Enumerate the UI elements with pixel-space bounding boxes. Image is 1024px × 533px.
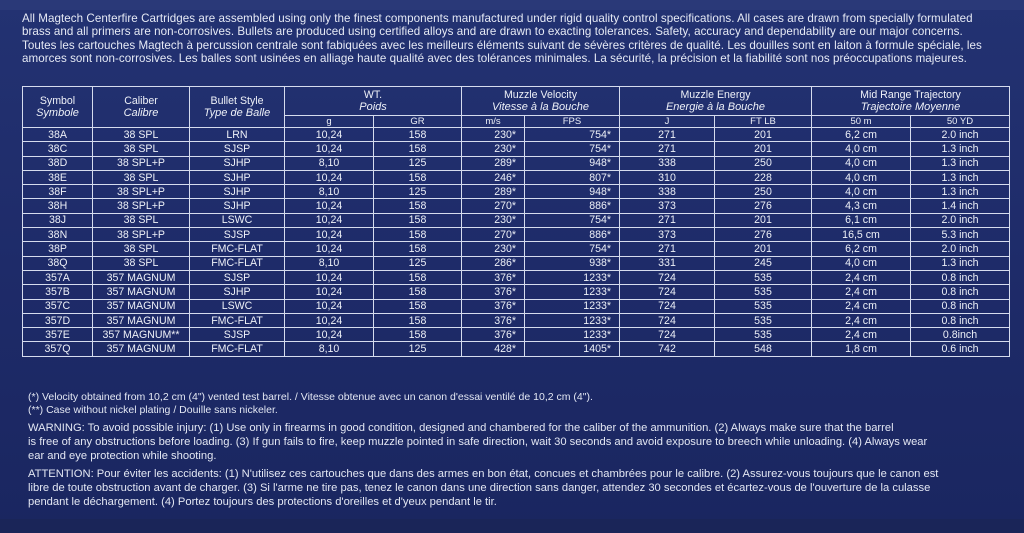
cell-caliber: 357 MAGNUM — [93, 342, 190, 356]
cell-energy-ftlb: 535 — [715, 285, 812, 299]
cell-velocity-fps: 754* — [525, 242, 620, 256]
cell-trajectory-50m: 6,2 cm — [812, 242, 911, 256]
cell-caliber: 38 SPL+P — [93, 185, 190, 199]
cell-trajectory-50yd: 1.3 inch — [911, 256, 1010, 270]
cell-weight-g: 10,24 — [285, 285, 374, 299]
header-symbol-fr: Symbole — [36, 107, 79, 119]
cell-bullet-style: SJSP — [190, 328, 285, 342]
cell-velocity-ms: 230* — [462, 128, 525, 142]
cell-velocity-ms: 376* — [462, 270, 525, 284]
cell-trajectory-50yd: 0.8 inch — [911, 270, 1010, 284]
header-bullet-en: Bullet Style — [210, 95, 264, 107]
cell-trajectory-50yd: 2.0 inch — [911, 128, 1010, 142]
cell-weight-gr: 158 — [374, 285, 462, 299]
cell-velocity-fps: 886* — [525, 199, 620, 213]
cell-weight-gr: 158 — [374, 199, 462, 213]
table-row — [23, 256, 1010, 270]
cell-weight-g: 8,10 — [285, 342, 374, 356]
cell-trajectory-50yd: 2.0 inch — [911, 213, 1010, 227]
cell-bullet-style: SJHP — [190, 199, 285, 213]
cell-energy-ftlb: 535 — [715, 328, 812, 342]
cell-energy-ftlb: 201 — [715, 128, 812, 142]
cell-velocity-ms: 286* — [462, 256, 525, 270]
table-row — [23, 199, 1010, 213]
header-energy-fr: Energie à la Bouche — [665, 101, 766, 113]
cell-weight-gr: 158 — [374, 328, 462, 342]
cell-velocity-ms: 376* — [462, 299, 525, 313]
cell-symbol: 38Q — [23, 256, 93, 270]
warning-en-line-2: is free of any obstructions before loading. (3) If gun fails to fire, keep muzzle pointed in safe direction, wait 30 seconds and avoid exposure to breech while unloading. (4) Always wear — [28, 435, 928, 448]
cell-trajectory-50m: 16,5 cm — [812, 228, 911, 242]
cell-trajectory-50yd: 1.3 inch — [911, 185, 1010, 199]
cell-velocity-fps: 886* — [525, 228, 620, 242]
cell-bullet-style: LRN — [190, 128, 285, 142]
cell-trajectory-50m: 4,0 cm — [812, 156, 911, 170]
ballistics-table — [22, 86, 1010, 357]
cell-caliber: 38 SPL — [93, 142, 190, 156]
cell-energy-ftlb: 201 — [715, 213, 812, 227]
cell-weight-gr: 158 — [374, 242, 462, 256]
cell-velocity-fps: 754* — [525, 128, 620, 142]
cell-velocity-ms: 270* — [462, 228, 525, 242]
cell-bullet-style: SJHP — [190, 185, 285, 199]
cell-weight-g: 10,24 — [285, 270, 374, 284]
cell-caliber: 357 MAGNUM — [93, 299, 190, 313]
table-row — [23, 299, 1010, 313]
cell-velocity-fps: 1233* — [525, 270, 620, 284]
subheader-g: g — [285, 116, 374, 128]
cell-velocity-ms: 376* — [462, 328, 525, 342]
header-bullet-style — [190, 87, 285, 128]
header-velocity — [462, 87, 620, 116]
cell-velocity-ms: 270* — [462, 199, 525, 213]
cell-velocity-ms: 376* — [462, 313, 525, 327]
cell-trajectory-50yd: 1.4 inch — [911, 199, 1010, 213]
cell-energy-ftlb: 250 — [715, 156, 812, 170]
cell-symbol: 38E — [23, 170, 93, 184]
subheader-ftlb: FT LB — [715, 116, 812, 128]
table-row — [23, 170, 1010, 184]
subheader-gr: GR — [374, 116, 462, 128]
cell-velocity-fps: 948* — [525, 156, 620, 170]
cell-trajectory-50m: 4,3 cm — [812, 199, 911, 213]
cell-trajectory-50m: 1,8 cm — [812, 342, 911, 356]
cell-bullet-style: SJSP — [190, 228, 285, 242]
cell-symbol: 357E — [23, 328, 93, 342]
cell-weight-gr: 158 — [374, 213, 462, 227]
cell-trajectory-50yd: 1.3 inch — [911, 156, 1010, 170]
header-energy-en: Muzzle Energy — [680, 89, 751, 101]
cell-trajectory-50m: 2,4 cm — [812, 285, 911, 299]
header-caliber-en: Caliber — [124, 95, 158, 107]
cell-energy-ftlb: 201 — [715, 142, 812, 156]
cell-trajectory-50m: 4,0 cm — [812, 256, 911, 270]
cell-bullet-style: SJHP — [190, 170, 285, 184]
cell-weight-g: 10,24 — [285, 128, 374, 142]
cell-velocity-fps: 1233* — [525, 313, 620, 327]
cell-energy-j: 742 — [620, 342, 715, 356]
table-row — [23, 185, 1010, 199]
table-row — [23, 270, 1010, 284]
cell-velocity-fps: 1405* — [525, 342, 620, 356]
cell-symbol: 38N — [23, 228, 93, 242]
header-weight — [285, 87, 462, 116]
cell-energy-ftlb: 276 — [715, 228, 812, 242]
cell-symbol: 38D — [23, 156, 93, 170]
cell-weight-g: 10,24 — [285, 199, 374, 213]
cell-bullet-style: FMC-FLAT — [190, 342, 285, 356]
cell-trajectory-50m: 4,0 cm — [812, 170, 911, 184]
cell-velocity-ms: 428* — [462, 342, 525, 356]
cell-velocity-fps: 938* — [525, 256, 620, 270]
cell-weight-gr: 125 — [374, 156, 462, 170]
cell-velocity-fps: 1233* — [525, 299, 620, 313]
cell-trajectory-50m: 6,2 cm — [812, 128, 911, 142]
intro-fr-line-2: amorces sont non-corrosives. Les balles sont usinées en alliage haute qualité avec des tolérances minimales. La sécurité, la précision et la fiabilité sont nos préoccupations majeures. — [22, 52, 967, 66]
table-row — [23, 156, 1010, 170]
cell-energy-j: 331 — [620, 256, 715, 270]
cell-energy-j: 310 — [620, 170, 715, 184]
warning-fr-line-3: pendant le déchargement. (4) Portez toujours des protections d'oreilles et d'yeux pendant le tir. — [28, 495, 497, 508]
cell-bullet-style: FMC-FLAT — [190, 256, 285, 270]
cell-velocity-fps: 1233* — [525, 285, 620, 299]
table-row — [23, 342, 1010, 356]
cell-velocity-fps: 807* — [525, 170, 620, 184]
cell-bullet-style: SJSP — [190, 270, 285, 284]
subheader-ms: m/s — [462, 116, 525, 128]
cell-weight-gr: 158 — [374, 299, 462, 313]
box-top-edge — [0, 0, 1024, 10]
cell-caliber: 357 MAGNUM — [93, 285, 190, 299]
cell-trajectory-50m: 2,4 cm — [812, 299, 911, 313]
cell-energy-ftlb: 535 — [715, 299, 812, 313]
cell-energy-j: 271 — [620, 242, 715, 256]
header-energy — [620, 87, 812, 116]
intro-fr-line-1: Toutes les cartouches Magtech à percussion centrale sont fabiquées avec les meilleurs éléments suivant de sévères critères de qualité. Les douilles sont en laiton à formule spéciale, les — [22, 38, 982, 52]
cell-bullet-style: LSWC — [190, 213, 285, 227]
cell-energy-ftlb: 535 — [715, 270, 812, 284]
cell-trajectory-50m: 2,4 cm — [812, 270, 911, 284]
cell-weight-gr: 125 — [374, 342, 462, 356]
cell-energy-j: 724 — [620, 299, 715, 313]
cell-velocity-ms: 289* — [462, 185, 525, 199]
cell-velocity-ms: 230* — [462, 242, 525, 256]
table-body — [23, 128, 1010, 357]
cell-trajectory-50m: 4,0 cm — [812, 185, 911, 199]
table-row — [23, 328, 1010, 342]
cell-trajectory-50m: 4,0 cm — [812, 142, 911, 156]
warning-en — [28, 422, 1008, 463]
table-row — [23, 242, 1010, 256]
intro-en-line-2: brass and all primers are non-corrosives. Bullets are produced using certified alloys and are drawn to exacting tolerances. Safety, accuracy and dependability are our major concerns. — [22, 25, 963, 39]
header-trajectory-en: Mid Range Trajectory — [860, 89, 961, 101]
cell-weight-g: 10,24 — [285, 170, 374, 184]
cell-velocity-ms: 230* — [462, 142, 525, 156]
cell-caliber: 38 SPL+P — [93, 156, 190, 170]
cell-weight-gr: 158 — [374, 128, 462, 142]
table-row — [23, 228, 1010, 242]
cell-bullet-style: LSWC — [190, 299, 285, 313]
table-row — [23, 285, 1010, 299]
cell-energy-j: 724 — [620, 328, 715, 342]
header-trajectory-fr: Trajectoire Moyenne — [860, 101, 961, 113]
cell-symbol: 38P — [23, 242, 93, 256]
cell-velocity-fps: 754* — [525, 213, 620, 227]
cell-symbol: 357A — [23, 270, 93, 284]
cell-caliber: 38 SPL+P — [93, 228, 190, 242]
cell-bullet-style: SJSP — [190, 142, 285, 156]
cell-weight-gr: 158 — [374, 142, 462, 156]
subheader-fps: FPS — [525, 116, 620, 128]
cell-velocity-fps: 948* — [525, 185, 620, 199]
cell-symbol: 38F — [23, 185, 93, 199]
cell-weight-gr: 158 — [374, 270, 462, 284]
cell-weight-gr: 158 — [374, 313, 462, 327]
cell-energy-j: 724 — [620, 270, 715, 284]
cell-bullet-style: SJHP — [190, 156, 285, 170]
warning-en-line-3: ear and eye protection while shooting. — [28, 449, 217, 462]
cell-symbol: 38J — [23, 213, 93, 227]
subheader-50m: 50 m — [812, 116, 911, 128]
cell-energy-ftlb: 228 — [715, 170, 812, 184]
header-weight-fr: Poids — [359, 101, 387, 113]
cell-bullet-style: FMC-FLAT — [190, 313, 285, 327]
cell-energy-ftlb: 201 — [715, 242, 812, 256]
cell-trajectory-50yd: 0.8 inch — [911, 313, 1010, 327]
cell-energy-j: 724 — [620, 285, 715, 299]
cell-velocity-ms: 376* — [462, 285, 525, 299]
cell-velocity-fps: 1233* — [525, 328, 620, 342]
cell-energy-j: 373 — [620, 228, 715, 242]
cell-weight-g: 10,24 — [285, 328, 374, 342]
cell-weight-gr: 125 — [374, 256, 462, 270]
cell-energy-j: 724 — [620, 313, 715, 327]
cell-energy-j: 271 — [620, 142, 715, 156]
header-velocity-fr: Vitesse à la Bouche — [491, 101, 590, 113]
cell-symbol: 357C — [23, 299, 93, 313]
cell-energy-j: 271 — [620, 213, 715, 227]
header-trajectory — [812, 87, 1010, 116]
warnings — [28, 422, 1008, 515]
table-row — [23, 313, 1010, 327]
cell-trajectory-50yd: 0.8 inch — [911, 299, 1010, 313]
cell-bullet-style: SJHP — [190, 285, 285, 299]
header-symbol — [23, 87, 93, 128]
cell-energy-j: 373 — [620, 199, 715, 213]
cell-trajectory-50yd: 0.6 inch — [911, 342, 1010, 356]
header-weight-en: WT. — [363, 89, 383, 101]
cell-energy-j: 271 — [620, 128, 715, 142]
cell-energy-j: 338 — [620, 156, 715, 170]
cell-symbol: 357Q — [23, 342, 93, 356]
cell-energy-ftlb: 250 — [715, 185, 812, 199]
cell-weight-g: 10,24 — [285, 213, 374, 227]
subheader-j: J — [620, 116, 715, 128]
header-bullet-fr: Type de Balle — [203, 107, 271, 119]
cell-energy-ftlb: 245 — [715, 256, 812, 270]
cell-energy-ftlb: 548 — [715, 342, 812, 356]
cell-trajectory-50yd: 5.3 inch — [911, 228, 1010, 242]
cell-bullet-style: FMC-FLAT — [190, 242, 285, 256]
cell-velocity-fps: 754* — [525, 142, 620, 156]
header-symbol-en: Symbol — [39, 95, 76, 107]
warning-fr — [28, 468, 1008, 509]
cell-weight-g: 8,10 — [285, 256, 374, 270]
cell-velocity-ms: 230* — [462, 213, 525, 227]
header-caliber-fr: Calibre — [123, 107, 159, 119]
plating-footnote: (**) Case without nickel plating / Douille sans nickeler. — [28, 404, 278, 417]
cell-weight-g: 10,24 — [285, 242, 374, 256]
cell-weight-g: 10,24 — [285, 313, 374, 327]
header-velocity-en: Muzzle Velocity — [503, 89, 577, 101]
cell-caliber: 357 MAGNUM** — [93, 328, 190, 342]
cell-caliber: 38 SPL+P — [93, 199, 190, 213]
cell-caliber: 357 MAGNUM — [93, 270, 190, 284]
cell-weight-g: 10,24 — [285, 228, 374, 242]
warning-fr-line-2: libre de toute obstruction avant de charger. (3) Si l'arme ne tire pas, tenez le canon dans une direction sans danger, attendez 30 secondes et écartez-vous de l'ouverture de la culasse — [28, 482, 931, 495]
subheader-50yd: 50 YD — [911, 116, 1010, 128]
cell-caliber: 38 SPL — [93, 256, 190, 270]
warning-fr-line-1: ATTENTION: Pour éviter les accidents: (1) N'utilisez ces cartouches que dans des armes en bon état, concues et chambrées pour le calibre. (2) Assurez-vous toujours que le canon est — [28, 468, 939, 481]
cell-symbol: 357B — [23, 285, 93, 299]
cell-caliber: 38 SPL — [93, 242, 190, 256]
cell-energy-ftlb: 276 — [715, 199, 812, 213]
cell-energy-j: 338 — [620, 185, 715, 199]
cell-energy-ftlb: 535 — [715, 313, 812, 327]
cell-weight-g: 8,10 — [285, 185, 374, 199]
cell-trajectory-50m: 2,4 cm — [812, 328, 911, 342]
cell-trajectory-50yd: 0.8 inch — [911, 285, 1010, 299]
header-caliber — [93, 87, 190, 128]
cell-trajectory-50m: 6,1 cm — [812, 213, 911, 227]
cell-velocity-ms: 246* — [462, 170, 525, 184]
cell-weight-gr: 158 — [374, 228, 462, 242]
cell-symbol: 357D — [23, 313, 93, 327]
cell-weight-g: 10,24 — [285, 142, 374, 156]
cell-symbol: 38H — [23, 199, 93, 213]
cell-symbol: 38C — [23, 142, 93, 156]
cell-weight-gr: 158 — [374, 170, 462, 184]
warning-en-line-1: WARNING: To avoid possible injury: (1) Use only in firearms in good condition, designed and chambered for the caliber of the ammunition. (2) Always make sure that the barrel — [28, 422, 894, 434]
cell-trajectory-50yd: 1.3 inch — [911, 170, 1010, 184]
cell-symbol: 38A — [23, 128, 93, 142]
cell-caliber: 357 MAGNUM — [93, 313, 190, 327]
cell-caliber: 38 SPL — [93, 213, 190, 227]
velocity-footnote: (*) Velocity obtained from 10,2 cm (4") vented test barrel. / Vitesse obtenue avec un canon d'essai ventilé de 10,2 cm (4"). — [28, 391, 593, 403]
table-row — [23, 213, 1010, 227]
intro-text — [22, 12, 1012, 66]
table-row — [23, 142, 1010, 156]
cell-trajectory-50yd: 0.8inch — [911, 328, 1010, 342]
table-row — [23, 128, 1010, 142]
cell-trajectory-50yd: 2.0 inch — [911, 242, 1010, 256]
cell-weight-g: 8,10 — [285, 156, 374, 170]
cell-trajectory-50m: 2,4 cm — [812, 313, 911, 327]
cell-caliber: 38 SPL — [93, 128, 190, 142]
cell-weight-g: 10,24 — [285, 299, 374, 313]
cell-weight-gr: 125 — [374, 185, 462, 199]
intro-en-line-1: All Magtech Centerfire Cartridges are assembled using only the finest components manufactured under rigid quality control specifications. All cases are drawn from specially formulated — [22, 12, 973, 25]
cell-trajectory-50yd: 1.3 inch — [911, 142, 1010, 156]
cell-velocity-ms: 289* — [462, 156, 525, 170]
cell-caliber: 38 SPL — [93, 170, 190, 184]
box-bottom-edge — [0, 519, 1024, 533]
footnotes — [28, 391, 1008, 417]
